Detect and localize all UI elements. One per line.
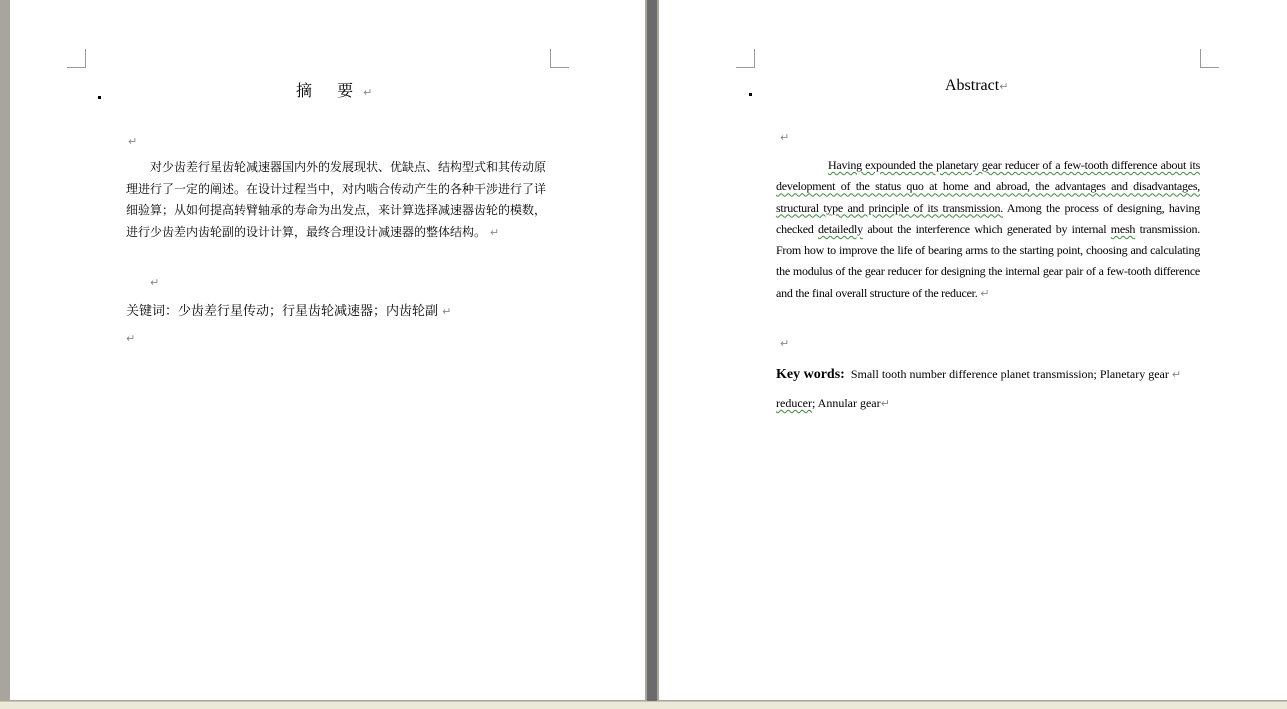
margin-corner-top-right	[1200, 49, 1219, 68]
paragraph-mark: ↵	[780, 131, 790, 144]
page-title-en	[945, 77, 1008, 95]
keywords-label: 关键词：	[126, 304, 179, 319]
body-text: about the interference which generated by internal	[862, 221, 1111, 236]
status-bar	[0, 701, 1287, 709]
paragraph-mark: ↵	[780, 337, 790, 350]
bullet-dot	[749, 93, 752, 96]
keywords-en	[776, 360, 1206, 418]
keywords-text: 少齿差行星传动；行星齿轮减速器；内齿轮副	[178, 304, 439, 319]
title-text: Abstract	[945, 77, 1000, 94]
body-text-spelling-flagged: mesh	[1110, 221, 1136, 236]
paragraph-mark: ↵	[999, 80, 1009, 93]
page-title-zh	[296, 78, 382, 101]
margin-corner-top-right	[550, 49, 569, 68]
keywords-text-flagged: reducer	[776, 396, 812, 410]
body-text-grammar-flagged: Having expounded the planetary gear reducer of a few-tooth difference about its development of the status quo at home and abroad, the advantages and disadvantages, structural type and principle of its transmission.	[776, 158, 1200, 215]
keywords-label: Key words:	[776, 367, 845, 382]
paragraph-mark: ↵	[363, 86, 383, 99]
bullet-dot	[98, 96, 101, 99]
title-text: 摘 要	[296, 81, 364, 100]
paragraph-mark: ↵	[880, 397, 890, 410]
paragraph-mark: ↵	[128, 135, 138, 148]
abstract-body-en	[776, 155, 1200, 304]
body-text: 对少齿差行星齿轮减速器国内外的发展现状、优缺点、结构型式和其传动原理进行了一定的阐述。在设计过程当中，对内啮合传动产生的各种干涉进行了详细验算；从如何提高转臂轴承的寿命为出发点，来计算选择减速器齿轮的模数，进行少齿差内齿轮副的设计计算，最终合理设计减速器的整体结构。	[126, 160, 547, 239]
window-left-edge	[0, 0, 10, 702]
body-text: transmission. From how to improve the life of bearing arms to the starting point, choosing and calculating the modulus of the gear reducer for designing the internal gear pair of a few-tooth difference and the final overall structure of the reducer.	[776, 221, 1201, 300]
paragraph-mark: ↵	[1171, 368, 1182, 381]
paragraph-mark: ↵	[442, 305, 452, 318]
paragraph-mark: ↵	[150, 276, 160, 289]
keywords-zh	[126, 300, 451, 319]
paragraph-mark: ↵	[980, 286, 990, 300]
keywords-text: Small tooth number difference planet transmission; Planetary gear	[850, 367, 1172, 381]
abstract-body-zh	[126, 157, 552, 243]
body-text-spelling-flagged: detailedly	[818, 221, 863, 236]
body-text: Among the process of designing, having checked	[776, 200, 1200, 236]
keywords-text: ; Annular gear	[811, 396, 881, 410]
page-divider	[647, 0, 657, 702]
margin-corner-top-left	[67, 49, 86, 68]
paragraph-mark: ↵	[126, 332, 136, 345]
page-english-abstract[interactable]	[659, 0, 1287, 700]
margin-corner-top-left	[736, 49, 755, 68]
paragraph-mark: ↵	[489, 225, 500, 239]
page-chinese-abstract[interactable]	[10, 0, 645, 700]
